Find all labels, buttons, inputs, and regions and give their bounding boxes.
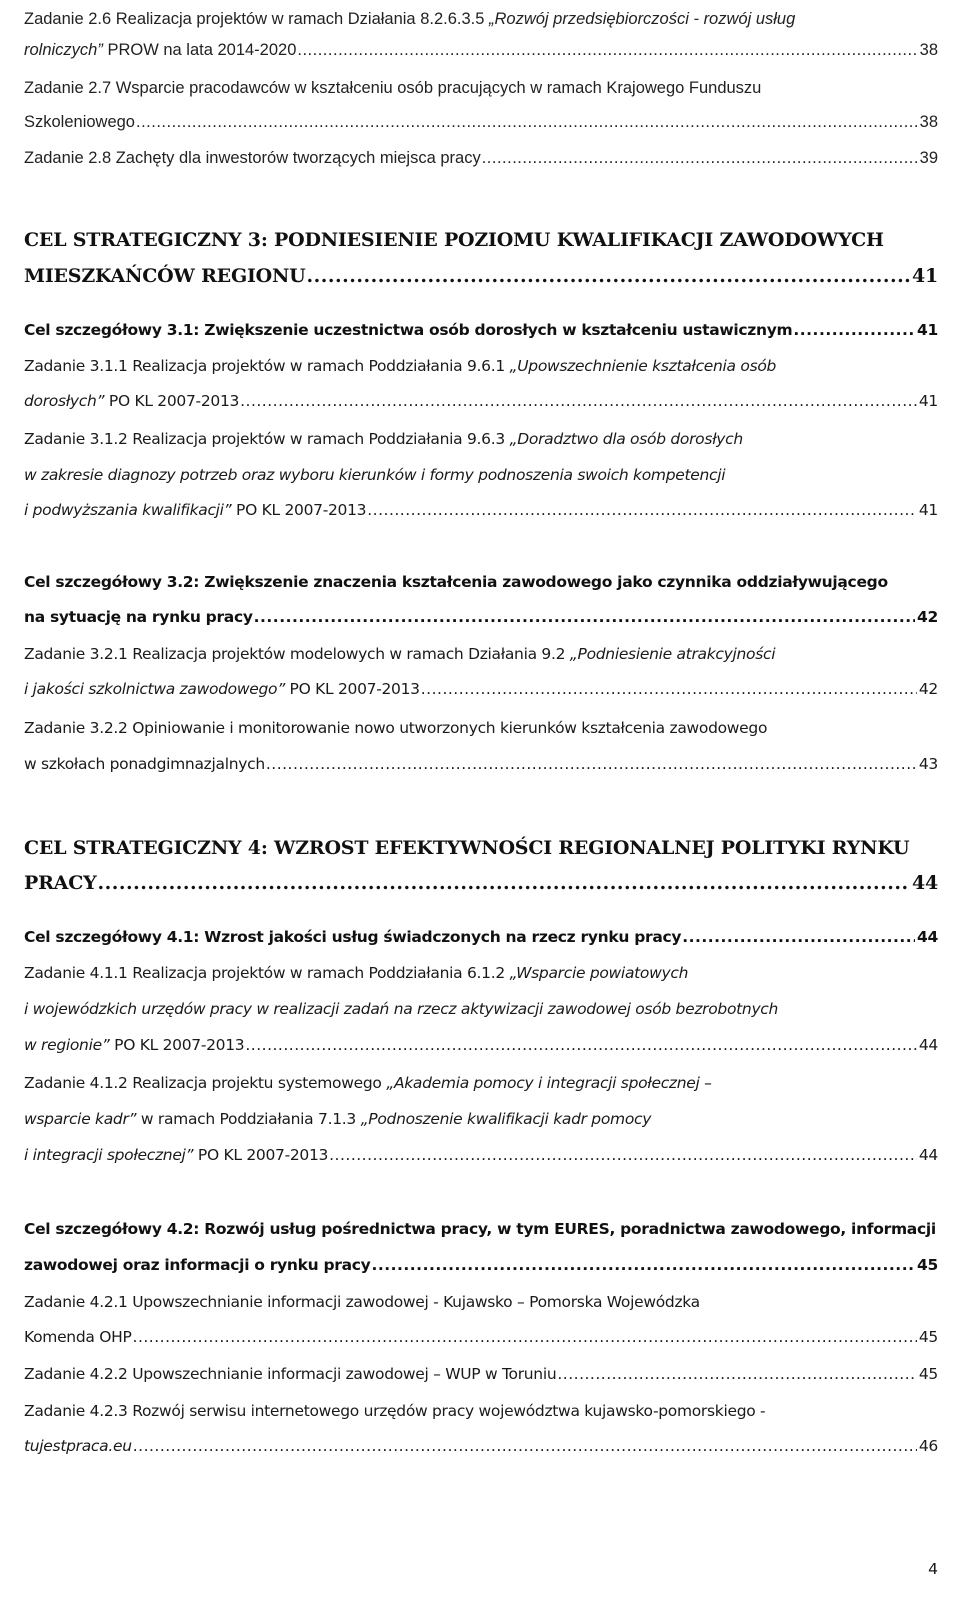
toc-text: PO KL 2007-2013 [104,392,240,410]
toc-entry-text [24,750,265,778]
toc-text: Zadanie 2.7 Wsparcie pracodawców w kształceniu osób pracujących w ramach Krajowego Funduszu [24,79,762,97]
toc-text: PO KL 2007-2013 [284,680,420,698]
toc-text: MIESZKAŃCÓW REGIONU [24,265,306,287]
toc-entry-text [24,1074,712,1092]
toc-entry-line [24,959,938,987]
toc-entry-line [24,1215,938,1243]
toc-page-number: 43 [918,755,938,773]
toc-text: w szkołach ponadgimnazjalnych [24,755,265,773]
toc-text: Szkoleniowego [24,113,135,131]
dot-leader [329,1141,917,1169]
toc-entry-line [24,1069,938,1097]
toc-entry-last-line [24,496,938,524]
dot-leader [367,496,917,524]
dot-leader [421,675,917,703]
toc-entry-last-line [24,387,938,415]
toc-entry-last-line [24,1360,938,1388]
toc-italic-text: i integracji społecznej” [24,1146,194,1164]
toc-entry-text [24,603,253,631]
dot-leader [133,1432,917,1460]
toc-entry-text [24,837,909,859]
toc-entry-line [24,995,938,1023]
toc-text: PO KL 2007-2013 [193,1146,329,1164]
toc-italic-text: rolniczych” [24,41,103,59]
toc-text: Cel szczegółowy 3.2: Zwiększenie znaczenia kształcenia zawodowego jako czynnika oddziaływującego [24,573,888,591]
toc-entry-last-line [24,1432,938,1460]
toc-page-number: 44 [911,872,938,894]
toc-page-number: 39 [919,149,938,167]
toc-text: PO KL 2007-2013 [231,501,367,519]
toc-italic-text: „Upowszechnienie kształcenia osób [509,357,777,375]
toc-text: Zadanie 4.2.2 Upowszechnianie informacji zawodowej – WUP w Toruniu [24,1365,557,1383]
toc-page-number: 38 [919,41,938,59]
toc-entry-last-line [24,1251,938,1279]
toc-entry-line [24,834,938,862]
toc-text: Cel szczegółowy 3.1: Zwiększenie uczestnictwa osób dorosłych w kształceniu ustawicznym [24,321,793,339]
toc-entry-line [24,461,938,489]
toc-entry-line [24,425,938,453]
toc-entry-text [24,1110,651,1128]
toc-text: Cel szczegółowy 4.1: Wzrost jakości usług świadczonych na rzecz rynku pracy [24,928,682,946]
toc-italic-text: w zakresie diagnozy potrzeb oraz wyboru kierunków i formy podnoszenia swoich kompetencji [24,466,726,484]
toc-entry-last-line [24,923,938,951]
toc-page-number: 41 [918,501,938,519]
toc-entry-line [24,226,938,254]
dot-leader [297,36,917,64]
toc-entry-text [24,1323,132,1351]
toc-entry-last-line [24,316,938,344]
toc-italic-text: i wojewódzkich urzędów pracy w realizacji zadań na rzecz aktywizacji zawodowej osób bezrobotnych [24,1000,779,1018]
toc-text: Zadanie 4.2.3 Rozwój serwisu internetowego urzędów pracy województwa kujawsko-pomorskiego - [24,1402,766,1420]
toc-entry-text [24,645,775,663]
toc-text: CEL STRATEGICZNY 4: WZROST EFEKTYWNOŚCI REGIONALNEJ POLITYKI RYNKU [24,837,910,859]
toc-entry-text [24,869,97,897]
toc-text: Komenda OHP [24,1328,132,1346]
toc-page-number: 45 [917,1256,938,1274]
toc-entry-last-line [24,869,938,897]
toc-text: Zadanie 4.1.1 Realizacja projektów w ramach Poddziałania 6.1.2 [24,964,510,982]
toc-text: na sytuację na rynku pracy [24,608,253,626]
toc-entry-text [24,1293,700,1311]
toc-entry-last-line [24,603,938,631]
dot-leader [136,108,918,136]
dot-leader [245,1031,917,1059]
toc-page-number: 42 [917,608,938,626]
dot-leader [682,923,915,951]
toc-entry-text [24,1141,328,1169]
toc-entry-text [24,316,792,344]
toc-entry-text [24,1402,765,1420]
toc-text: CEL STRATEGICZNY 3: PODNIESIENIE POZIOMU KWALIFIKACJI ZAWODOWYCH [24,229,884,251]
dot-leader [266,750,917,778]
toc-text: PO KL 2007-2013 [109,1036,245,1054]
toc-entry-last-line [24,1323,938,1351]
toc-entry-line [24,1397,938,1425]
toc-italic-text: „Rozwój przedsiębiorczości - rozwój usług [489,10,796,28]
toc-entry-last-line [24,108,938,136]
toc-page-number: 38 [919,113,938,131]
toc-entry-text [24,10,795,28]
toc-page-number: 41 [911,265,938,287]
toc-text: Zadanie 4.1.2 Realizacja projektu systemowego [24,1074,387,1092]
toc-text: Zadanie 3.2.2 Opiniowanie i monitorowanie nowo utworzonych kierunków kształcenia zawodowego [24,719,768,737]
toc-italic-text: tujestpraca.eu [24,1437,132,1455]
toc-italic-text: i jakości szkolnictwa zawodowego” [24,680,285,698]
toc-entry-last-line [24,675,938,703]
toc-italic-text: wsparcie kadr” [24,1110,137,1128]
toc-entry-text [24,430,743,448]
toc-entry-text [24,466,725,484]
toc-italic-text: i podwyższania kwalifikacji” [24,501,232,519]
toc-text: zawodowej oraz informacji o rynku pracy [24,1256,371,1274]
toc-italic-text: „Wsparcie powiatowych [509,964,689,982]
toc-page-number: 45 [918,1328,938,1346]
toc-italic-text: „Doradztwo dla osób dorosłych [509,430,743,448]
dot-leader [98,869,910,897]
toc-text: PROW na lata 2014-2020 [102,41,297,59]
toc-text: Zadanie 3.1.1 Realizacja projektów w ramach Poddziałania 9.6.1 [24,357,510,375]
toc-text: Zadanie 3.2.1 Realizacja projektów modelowych w ramach Działania 9.2 [24,645,570,663]
dot-leader [371,1251,915,1279]
toc-page-number: 41 [918,392,938,410]
toc-entry-text [24,496,366,524]
toc-entry-text [24,1360,556,1388]
toc-page-number: 41 [917,321,938,339]
toc-entry-text [24,108,135,136]
toc-entry-text [24,719,767,737]
toc-entry-text [24,79,761,97]
toc-entry-text [24,229,884,251]
toc-entry-line [24,74,938,102]
page-number: 4 [928,1560,938,1578]
toc-entry-line [24,640,938,668]
toc-entry-text [24,387,239,415]
toc-entry-line [24,1288,938,1316]
toc-text: w ramach Poddziałania 7.1.3 [136,1110,361,1128]
toc-entry-last-line [24,144,938,172]
dot-leader [133,1323,917,1351]
dot-leader [307,262,910,290]
dot-leader [482,144,918,172]
toc-text: PRACY [24,872,97,894]
dot-leader [793,316,915,344]
toc-entry-last-line [24,750,938,778]
dot-leader [254,603,915,631]
toc-page-number: 45 [918,1365,938,1383]
toc-entry-line [24,5,938,33]
toc-entry-text [24,923,681,951]
toc-page-number: 44 [918,1036,938,1054]
toc-entry-last-line [24,36,938,64]
toc-italic-text: „Akademia pomocy i integracji społecznej – [386,1074,712,1092]
toc-entry-last-line [24,1141,938,1169]
toc-entry-line [24,568,938,596]
toc-entry-line [24,352,938,380]
toc-entry-text [24,36,296,64]
toc-text: Zadanie 4.2.1 Upowszechnianie informacji zawodowej - Kujawsko – Pomorska Wojewódzka [24,1293,700,1311]
toc-entry-last-line [24,262,938,290]
toc-entry-text [24,1031,244,1059]
toc-page-number: 44 [918,1146,938,1164]
dot-leader [240,387,917,415]
toc-entry-text [24,1000,778,1018]
toc-entry-text [24,675,420,703]
toc-italic-text: w regionie” [24,1036,110,1054]
toc-text: Zadanie 2.6 Realizacja projektów w ramach Działania 8.2.6.3.5 [24,10,489,28]
toc-italic-text: „Podniesienie atrakcyjności [569,645,776,663]
toc-entry-line [24,714,938,742]
toc-entry-text [24,262,306,290]
toc-entry-text [24,1432,132,1460]
toc-italic-text: „Podnoszenie kwalifikacji kadr pomocy [360,1110,652,1128]
toc-entry-text [24,573,888,591]
toc-page-number: 44 [917,928,938,946]
toc-text: Zadanie 3.1.2 Realizacja projektów w ramach Poddziałania 9.6.3 [24,430,510,448]
toc-entry-text [24,357,776,375]
toc-text: Zadanie 2.8 Zachęty dla inwestorów tworzących miejsca pracy [24,149,481,167]
toc-entry-text [24,1220,936,1238]
toc-italic-text: dorosłych” [24,392,105,410]
toc-entry-line [24,1105,938,1133]
toc-entry-text [24,144,481,172]
toc-entry-last-line [24,1031,938,1059]
toc-entry-text [24,1251,370,1279]
toc-page-number: 46 [918,1437,938,1455]
dot-leader [557,1360,917,1388]
toc-page-number: 42 [918,680,938,698]
toc-entry-text [24,964,688,982]
toc-text: Cel szczegółowy 4.2: Rozwój usług pośrednictwa pracy, w tym EURES, poradnictwa zawodowego, informacji [24,1220,936,1238]
